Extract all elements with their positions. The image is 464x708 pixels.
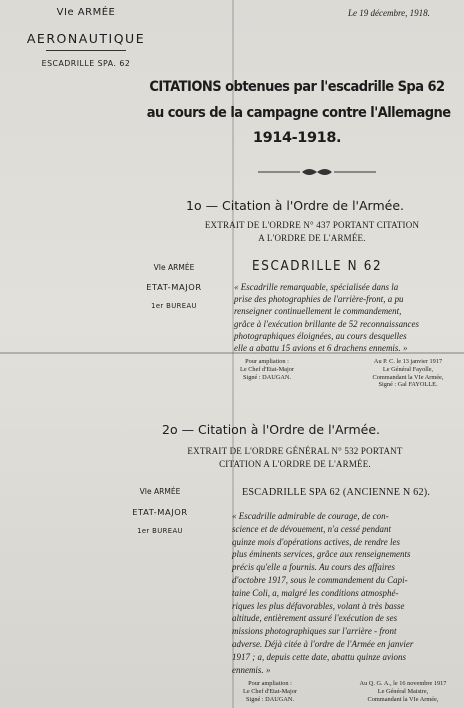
citation-1-unit: ESCADRILLE N 62 bbox=[252, 259, 383, 274]
citation-2-text bbox=[232, 510, 462, 676]
text-line: taine Coli, a, malgré les conditions atmosphé- bbox=[232, 587, 399, 598]
text-line: missions photographiques sur l'arrière - front bbox=[232, 626, 397, 637]
header-army: VIe ARMÉE bbox=[56, 7, 116, 18]
text-line: ennemis. » bbox=[232, 664, 271, 675]
ornament-divider bbox=[256, 166, 378, 178]
header-date: Le 19 décembre, 1918. bbox=[348, 8, 430, 18]
citation-2-extract-line-1: EXTRAIT DE L'ORDRE GÉNÉRAL N° 532 PORTANT bbox=[187, 446, 403, 456]
signature-line: Pour ampliation : bbox=[248, 680, 292, 687]
signature-line: Signé : Gal FAYOLLE. bbox=[378, 381, 438, 389]
citation-2-extract-line-2: CITATION A L'ORDRE DE L'ARMÉE. bbox=[219, 459, 371, 469]
citation-1-text bbox=[234, 281, 462, 354]
citation-1-extract-line-1: EXTRAIT DE L'ORDRE N° 437 PORTANT CITATION bbox=[204, 220, 420, 230]
signature-line: Au P. C. le 13 janvier 1917 bbox=[373, 358, 443, 365]
text-line: plus éminents services, grâce aux renseignements bbox=[232, 549, 411, 560]
citation-1-side-bureau: 1er BUREAU bbox=[151, 302, 197, 310]
citation-2-side-staff: ETAT-MAJOR bbox=[132, 507, 188, 517]
citation-2-heading: 2o — Citation à l'Ordre de l'Armée. bbox=[162, 422, 380, 437]
signature-line: Signé : DAUGAN. bbox=[245, 695, 295, 703]
title-line-1: CITATIONS obtenues par l'escadrille Spa 62 bbox=[149, 79, 445, 95]
signature-line: Signé : DAUGAN. bbox=[242, 373, 292, 381]
header-service: AERONAUTIQUE bbox=[26, 31, 146, 46]
signature-line: Le Chef d'Etat-Major bbox=[243, 687, 297, 695]
signature-line: Le Général Fayolle, bbox=[382, 365, 434, 373]
text-line: quinze mois d'opérations actives, de rendre les bbox=[232, 536, 400, 547]
text-line: d'octobre 1917, sous le commandement du Capi- bbox=[232, 574, 408, 585]
title-line-2: au cours de la campagne contre l'Allemagne bbox=[146, 105, 451, 121]
text-line: photographiques éloignées, au cours desquelles bbox=[234, 330, 407, 341]
citation-2-unit: ESCADRILLE SPA 62 (ANCIENNE N 62). bbox=[242, 487, 431, 498]
text-line: 1917 ; a, depuis cette date, abattu quinze avions bbox=[232, 651, 407, 662]
text-line: elle a abattu 15 avions et 6 drachens ennemis. » bbox=[234, 343, 408, 354]
header-squadron: ESCADRILLE SPA. 62 bbox=[41, 59, 131, 68]
citation-1-side-army: VIe ARMÉE bbox=[153, 263, 195, 272]
text-line: prise des photographies de l'arrière-front, a pu bbox=[234, 294, 404, 305]
text-line: précis qu'elle a fournis. Au cours des affaires bbox=[232, 562, 395, 573]
signature-line: Le Chef d'Etat-Major bbox=[240, 365, 294, 373]
citation-2-signature-left bbox=[226, 680, 314, 703]
signature-line: Au Q. G. A., le 16 novembre 1917 bbox=[359, 680, 447, 687]
text-line: adverse. Déjà citée à l'ordre de l'Armée en janvier bbox=[232, 638, 414, 649]
signature-line: Pour ampliation : bbox=[245, 358, 289, 365]
citation-1-signature-right bbox=[356, 358, 460, 389]
citation-2-signature-right bbox=[346, 680, 460, 703]
citation-1-heading: 1o — Citation à l'Ordre de l'Armée. bbox=[186, 198, 404, 213]
signature-line: Commandant la VIe Armée, bbox=[372, 373, 444, 381]
citation-1-side-staff: ETAT-MAJOR bbox=[146, 282, 202, 292]
text-line: riques les plus défavorables, volant à très basse bbox=[232, 600, 405, 611]
text-line: « Escadrille admirable de courage, de con- bbox=[232, 511, 389, 521]
text-line: science et de dévouement, n'a cessé pendant bbox=[232, 523, 392, 534]
citation-2-side-bureau: 1er BUREAU bbox=[137, 527, 183, 535]
text-line: « Escadrille remarquable, spécialisée dans la bbox=[234, 282, 399, 292]
citation-2-side-army: VIe ARMÉE bbox=[139, 487, 181, 496]
text-line: altitude, entièrement assuré l'exécution de ses bbox=[232, 613, 398, 624]
text-line: renseigner continuellement le commandement, bbox=[234, 306, 402, 317]
citation-1-extract-line-2: A L'ORDRE DE L'ARMÉE. bbox=[258, 233, 366, 243]
signature-line: Commandant la VIe Armée, bbox=[367, 695, 439, 703]
text-line: grâce à l'exécution brillante de 52 reconnaissances bbox=[234, 318, 420, 329]
title-line-3: 1914-1918. bbox=[252, 130, 342, 146]
signature-line: Le Général Maistre, bbox=[377, 687, 429, 695]
header-rule bbox=[46, 50, 126, 51]
citation-1-signature-left bbox=[224, 358, 310, 381]
